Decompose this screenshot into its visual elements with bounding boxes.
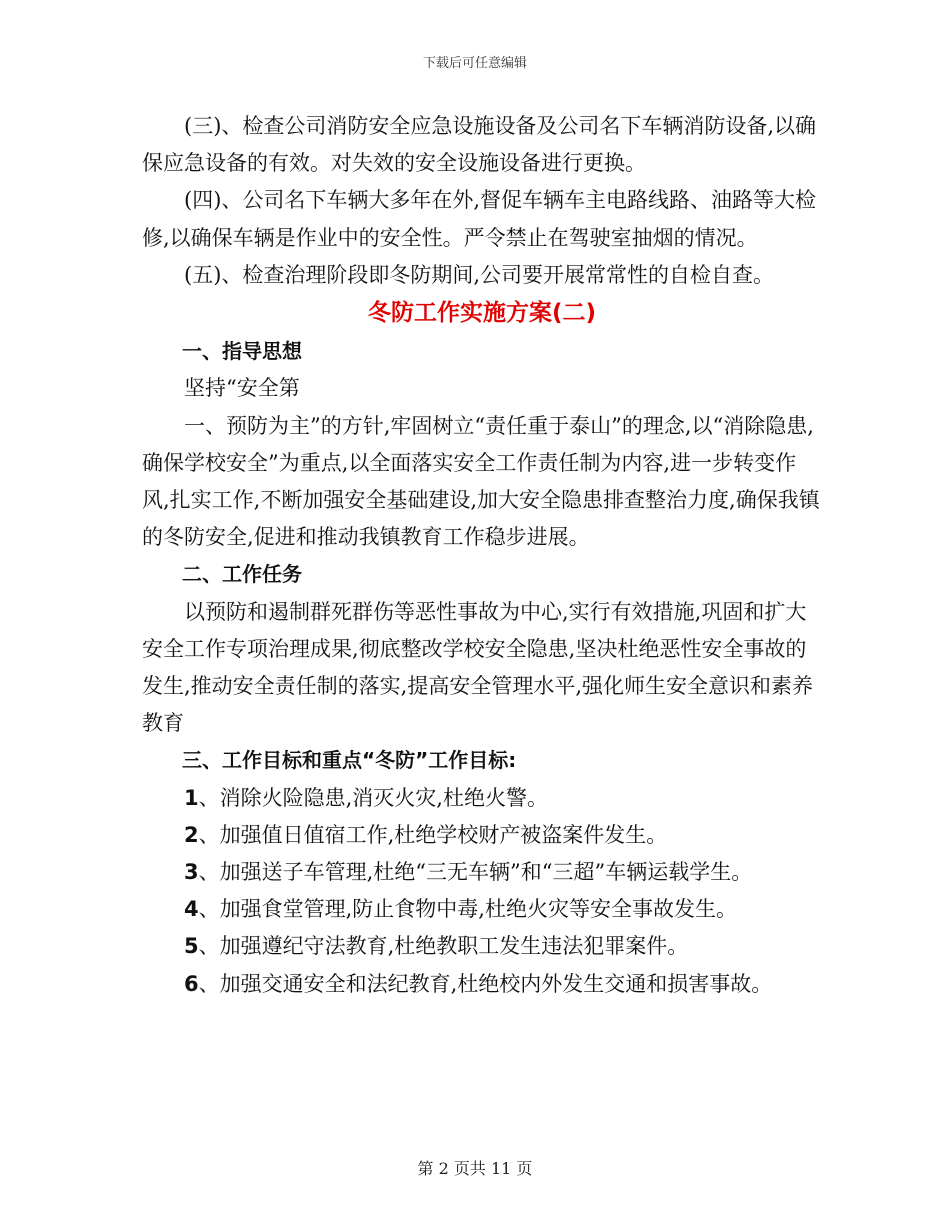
- list-item: [142, 854, 822, 891]
- document-title: 冬防工作实施方案(二): [367, 300, 597, 327]
- paragraph-item-5: (五)、检查治理阶段即冬防期间,公司要开展常常性的自检自查。: [184, 262, 775, 287]
- list-item-number: 2: [184, 822, 199, 847]
- list-item-text: 、加强遵纪守法教育,杜绝教职工发生违法犯罪案件。: [198, 934, 689, 959]
- list-item: [142, 928, 822, 965]
- page-number: 第 2 页共 11 页: [417, 1159, 533, 1178]
- list-item-number: 4: [184, 897, 199, 922]
- paragraph-item-4: (四)、公司名下车辆大多年在外,督促车辆车主电路线路、油路等大检修,以确保车辆是作业中的安全性。严令禁止在驾驶室抽烟的情况。: [142, 188, 817, 250]
- guiding-thought-line: 坚持“安全第: [184, 376, 300, 401]
- work-tasks-paragraph: 以预防和遏制群死群伤等恶性事故为中心,实行有效措施,巩固和扩大安全工作专项治理成果,彻底整改学校安全隐患,坚决杜绝恶性安全事故的发生,推动安全责任制的落实,提高安全管理水平,强化师生安全意识和素养教育: [142, 599, 814, 736]
- header-note: 下载后可任意编辑: [422, 56, 527, 71]
- list-item-number: 6: [184, 971, 199, 996]
- list-item-text: 、加强送子车管理,杜绝“三无车辆”和“三超”车辆运载学生。: [198, 860, 753, 885]
- list-item: [142, 817, 822, 854]
- section-heading-work-tasks: 二、工作任务: [182, 562, 302, 587]
- list-item-number: 1: [184, 785, 199, 810]
- list-item-text: 、加强食堂管理,防止食物中毒,杜绝火灾等安全事故发生。: [198, 897, 737, 922]
- section-heading-guiding-thought: 一、指导思想: [182, 339, 302, 364]
- list-item-text: 、消除火险隐患,消灭火灾,杜绝火警。: [198, 785, 548, 810]
- section-heading-work-goals: 三、工作目标和重点“冬防”工作目标:: [182, 748, 517, 773]
- document-body: [142, 108, 822, 1003]
- list-item: [142, 780, 822, 817]
- list-item-number: 5: [184, 934, 199, 959]
- paragraph-item-3: (三)、检查公司消防安全应急设施设备及公司名下车辆消防设备,以确保应急设备的有效。对失效的安全设施设备进行更换。: [142, 114, 817, 176]
- list-item: [142, 966, 822, 1003]
- guiding-thought-paragraph: 一、预防为主”的方针,牢固树立“责任重于泰山”的理念,以“消除隐患,确保学校安全”为重点,以全面落实安全工作责任制为内容,进一步转变作风,扎实工作,不断加强安全基础建设,加大安全隐患排查整治力度,确保我镇的冬防安全,促进和推动我镇教育工作稳步进展。: [142, 413, 820, 550]
- list-item-number: 3: [184, 860, 199, 885]
- list-item-text: 、加强值日值宿工作,杜绝学校财产被盗案件发生。: [198, 822, 668, 847]
- list-item: [142, 891, 822, 928]
- list-item-text: 、加强交通安全和法纪教育,杜绝校内外发生交通和损害事故。: [198, 971, 773, 996]
